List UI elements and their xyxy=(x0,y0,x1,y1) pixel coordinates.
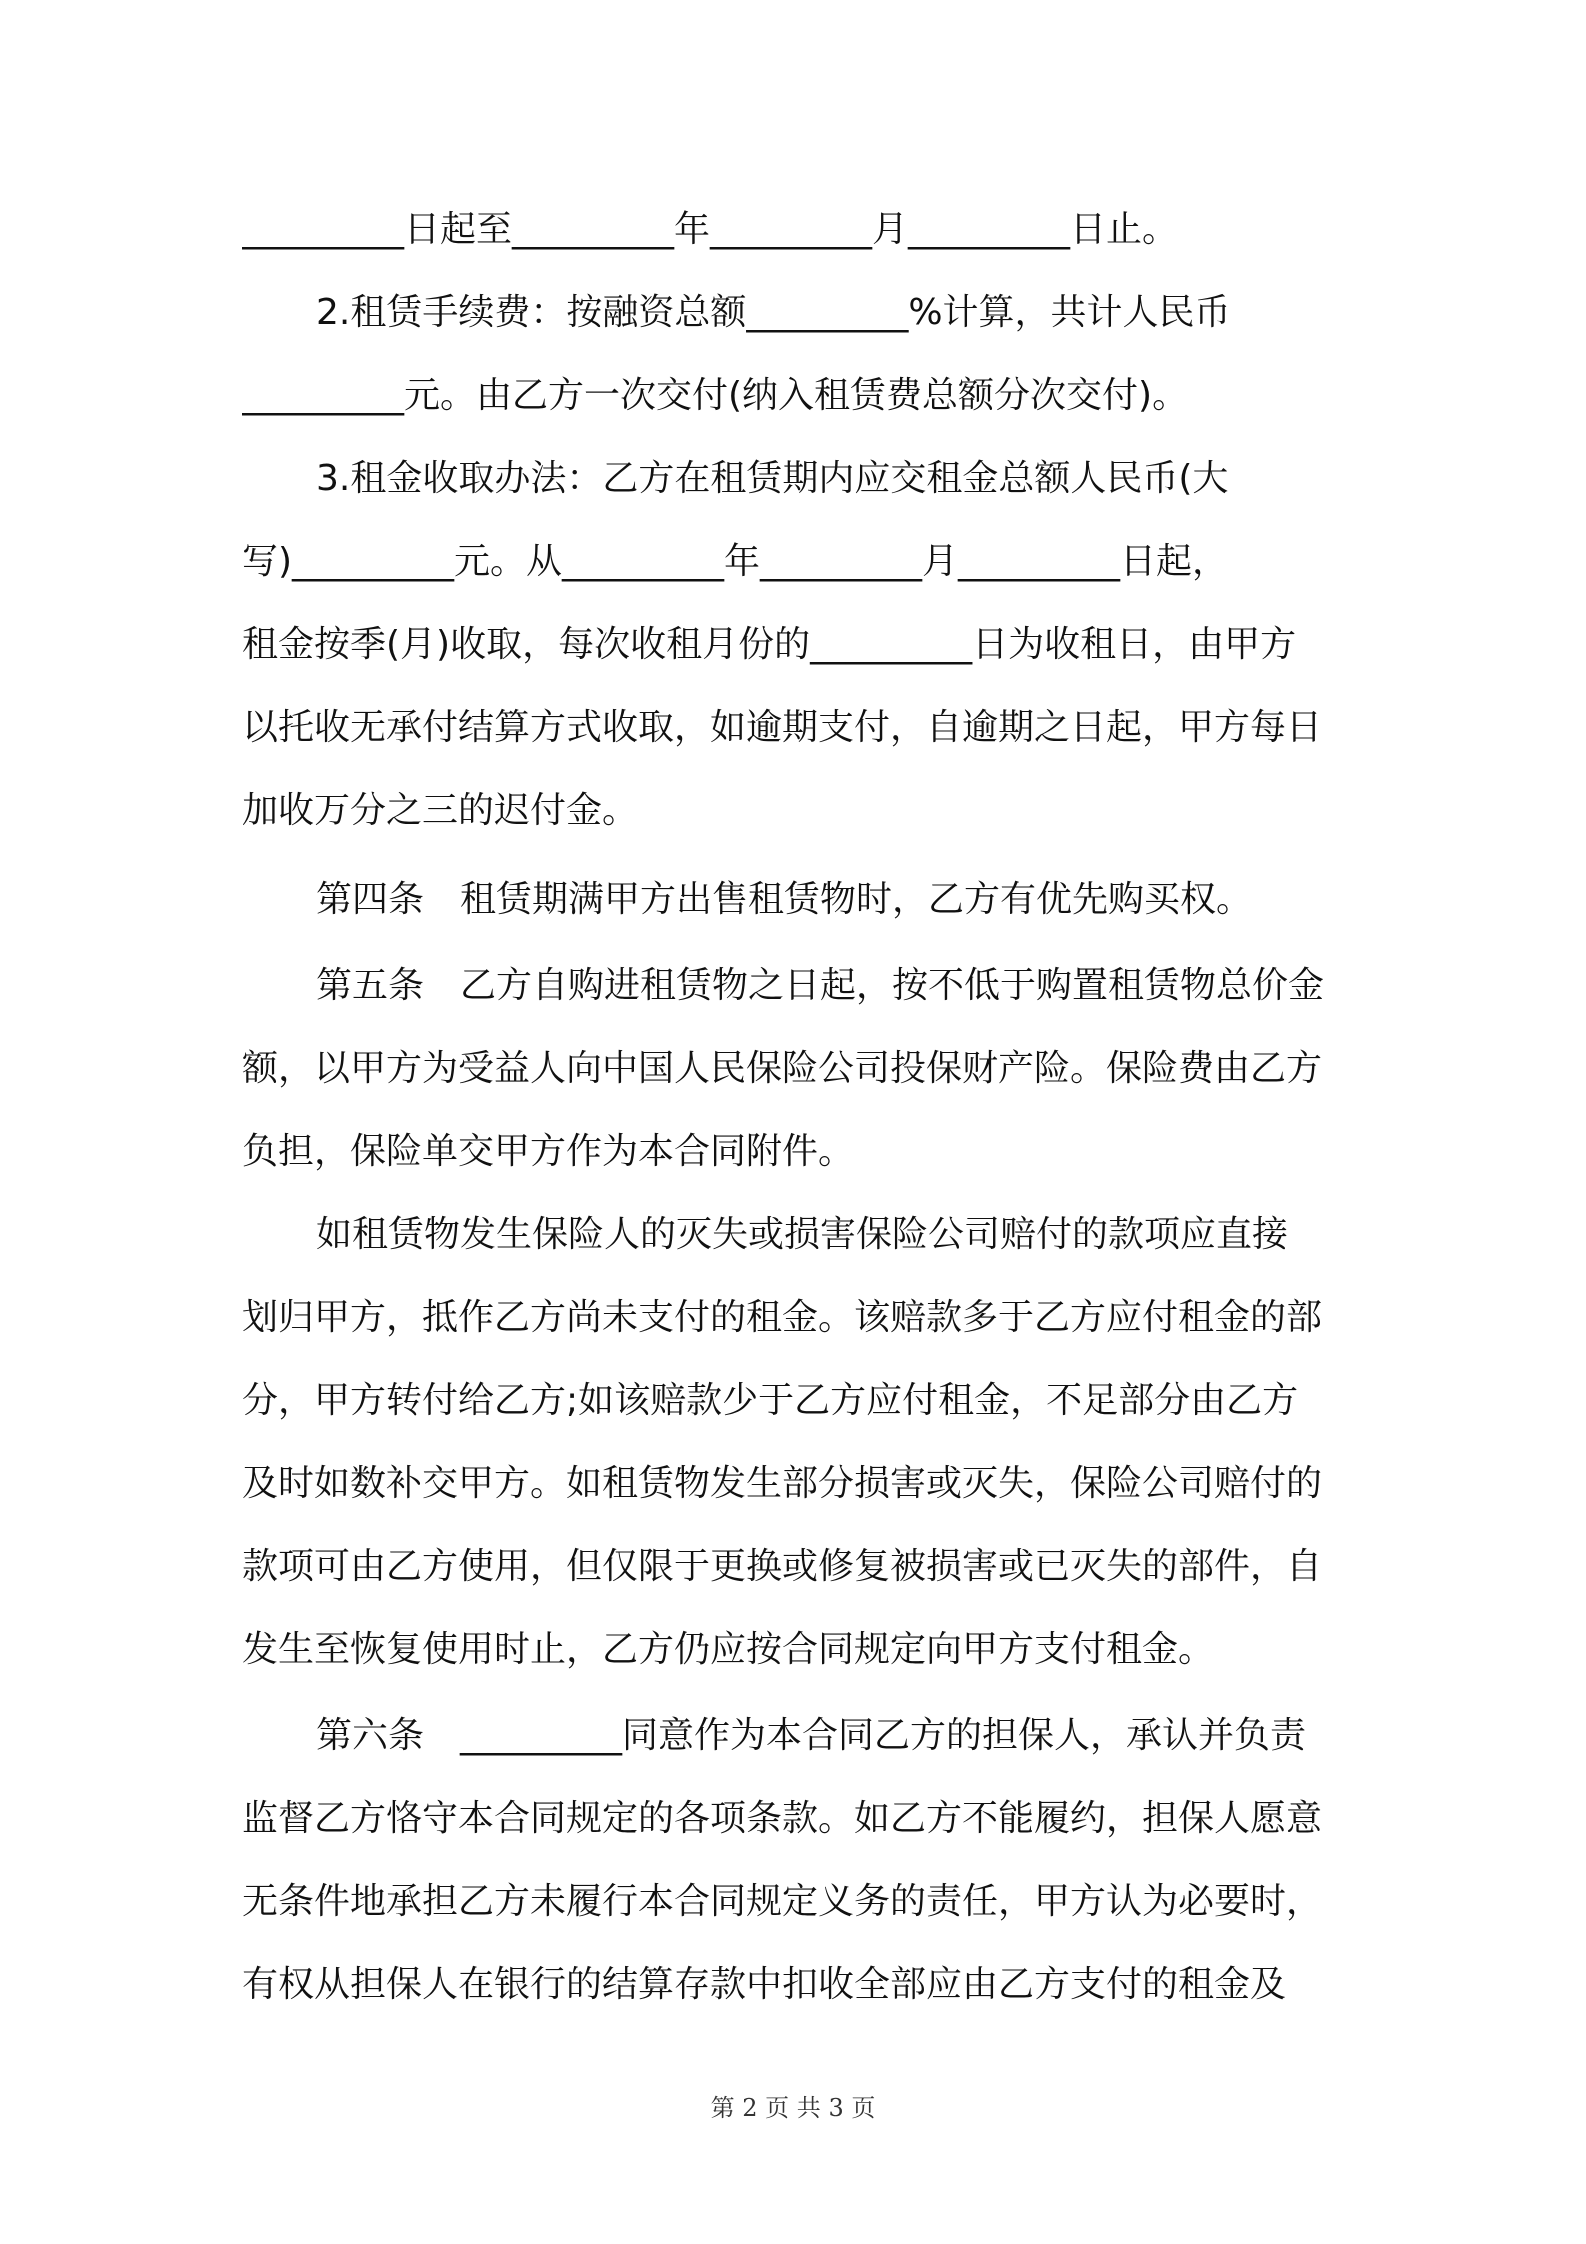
text-line: 负担，保险单交甲方作为本合同附件。 xyxy=(242,1131,855,1172)
text-line: 及时如数补交甲方。如租赁物发生部分损害或灭失，保险公司赔付的 xyxy=(242,1463,1323,1504)
text-line: 写)_________元。从_________年_________月_________日起， xyxy=(242,541,1229,582)
text-line: 2.租赁手续费：按融资总额_________%计算，共计人民币 xyxy=(316,292,1231,333)
text-line: 无条件地承担乙方未履行本合同规定义务的责任，甲方认为必要时， xyxy=(242,1881,1323,1922)
text-line: _________日起至_________年_________月_________日止。 xyxy=(242,209,1179,250)
text-line: 加收万分之三的迟付金。 xyxy=(242,790,639,831)
text-line: 以托收无承付结算方式收取，如逾期支付，自逾期之日起，甲方每日 xyxy=(242,707,1323,748)
text-line: 款项可由乙方使用，但仅限于更换或修复被损害或已灭失的部件，自 xyxy=(242,1546,1323,1587)
page-number-footer: 第 2 页 共 3 页 xyxy=(710,2094,876,2122)
text-line: _________元。由乙方一次交付(纳入租赁费总额分次交付)。 xyxy=(242,375,1189,416)
text-line: 发生至恢复使用时止，乙方仍应按合同规定向甲方支付租金。 xyxy=(242,1629,1215,1670)
text-line: 第四条 租赁期满甲方出售租赁物时，乙方有优先购买权。 xyxy=(316,879,1253,920)
text-line: 有权从担保人在银行的结算存款中扣收全部应由乙方支付的租金及 xyxy=(242,1964,1287,2005)
text-line: 第六条 _________同意作为本合同乙方的担保人，承认并负责 xyxy=(316,1715,1307,1756)
text-line: 租金按季(月)收取，每次收租月份的_________日为收租日，由甲方 xyxy=(242,624,1297,665)
text-line: 分，甲方转付给乙方;如该赔款少于乙方应付租金，不足部分由乙方 xyxy=(242,1380,1299,1421)
text-line: 监督乙方恪守本合同规定的各项条款。如乙方不能履约，担保人愿意 xyxy=(242,1798,1323,1839)
text-line: 3.租金收取办法：乙方在租赁期内应交租金总额人民币(大 xyxy=(316,458,1229,499)
text-line: 额，以甲方为受益人向中国人民保险公司投保财产险。保险费由乙方 xyxy=(242,1048,1323,1089)
text-line: 如租赁物发生保险人的灭失或损害保险公司赔付的款项应直接 xyxy=(316,1214,1289,1255)
text-line: 划归甲方，抵作乙方尚未支付的租金。该赔款多于乙方应付租金的部 xyxy=(242,1297,1323,1338)
text-line: 第五条 乙方自购进租赁物之日起，按不低于购置租赁物总价金 xyxy=(316,965,1325,1006)
